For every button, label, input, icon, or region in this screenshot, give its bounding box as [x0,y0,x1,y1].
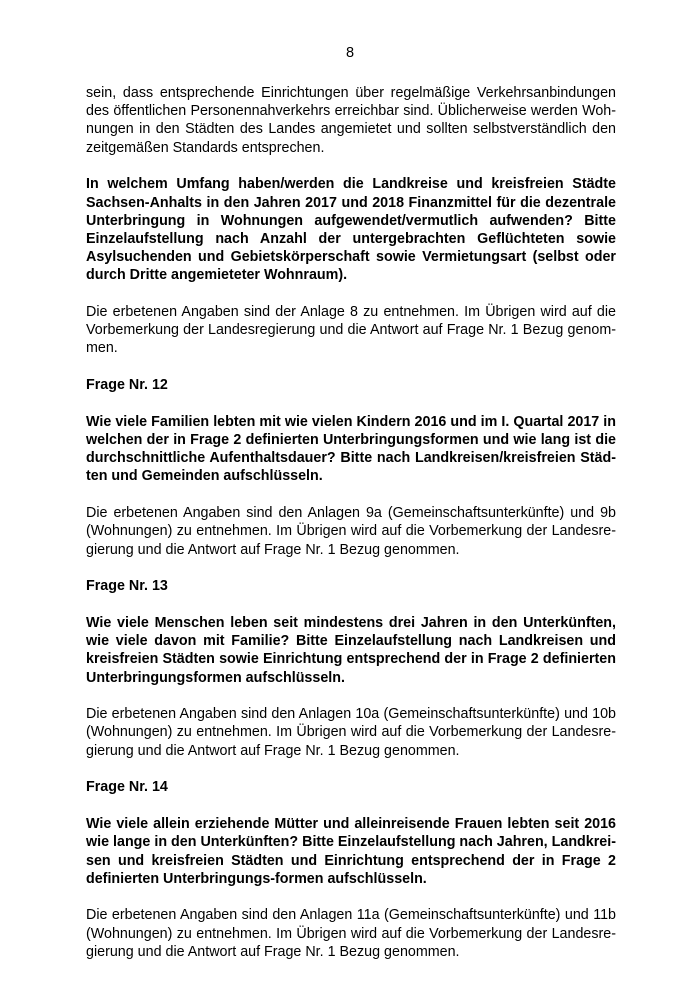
answer-paragraph: Die erbetenen Angaben sind den Anlagen 10a (Gemeinschaftsunterkünfte) und 10b (Wohnungen) zu entnehmen. Im Übrigen wird auf die Vorbemerkung der Landesregierung und die Antwort auf Frage Nr. 1 Bezug genommen. [86,706,616,759]
answer-paragraph: Die erbetenen Angaben sind den Anlagen 9a (Gemeinschaftsunterkünfte) und 9b (Wohnungen) zu entnehmen. Im Übrigen wird auf die Vorbemerkung der Landesregierung und die Antwort auf Frage Nr. 1 Bezug genommen. [86,505,616,558]
answer-paragraph: Die erbetenen Angaben sind den Anlagen 11a (Gemeinschaftsunterkünfte) und 11b (Wohnungen) zu entnehmen. Im Übrigen wird auf die Vorbemerkung der Landesregierung und die Antwort auf Frage Nr. 1 Bezug genommen. [86,907,616,960]
question-paragraph: Wie viele Familien lebten mit wie vielen Kindern 2016 und im I. Quartal 2017 in welchen der in Frage 2 definierten Unterbringungsformen und wie lang ist die durchschnittliche Aufenthaltsdauer? Bitte nach Landkreisen/kreisfreien Städten und Gemeinden aufschlüsseln. [86,413,616,485]
question-heading: Frage Nr. 14 [86,779,168,796]
page-number: 8 [345,45,355,61]
page-content [86,84,616,980]
question-paragraph: Wie viele Menschen leben seit mindestens drei Jahren in den Unterkünften, wie viele davon mit Familie? Bitte Einzelaufstellung nach Landkreisen und kreisfreien Städten sowie Einrichtung entsprechend der in Frage 2 definierten Unterbringungsformen aufschlüsseln. [86,614,616,686]
question-heading: Frage Nr. 13 [86,578,168,595]
question-paragraph: Wie viele allein erziehende Mütter und alleinreisende Frauen lebten seit 2016 wie lange in den Unterkünften? Bitte Einzelaufstellung nach Jahren, Landkreisen und kreisfreien Städten und Einrichtung entsprechend der in Frage 2 definierten Unterbringungs-formen aufschlüsseln. [86,816,616,887]
question-heading: Frage Nr. 12 [86,377,168,394]
answer-paragraph: Die erbetenen Angaben sind der Anlage 8 zu entnehmen. Im Übrigen wird auf die Vorbemerkung der Landesregierung und die Antwort auf Frage Nr. 1 Bezug genommen. [86,304,616,357]
question-paragraph: In welchem Umfang haben/werden die Landkreise und kreisfreien Städte Sachsen-Anhalts in den Jahren 2017 und 2018 Finanzmittel für die dezentrale Unterbringung in Wohnungen aufgewendet/vermutlich aufwenden? Bitte Einzelaufstellung nach Anzahl der untergebrachten Geflüchteten sowie Asylsuchenden und Gebietskörperschaft sowie Vermietungsart (selbst oder durch Dritte angemieteter Wohnraum). [86,176,616,284]
answer-paragraph: sein, dass entsprechende Einrichtungen über regelmäßige Verkehrsanbindungen des öffentlichen Personennahverkehrs erreichbar sind. Üblicherweise werden Wohnungen in den Städten des Landes angemietet und sollten selbstverständlich den zeitgemäßen Standards entsprechen. [86,85,616,156]
